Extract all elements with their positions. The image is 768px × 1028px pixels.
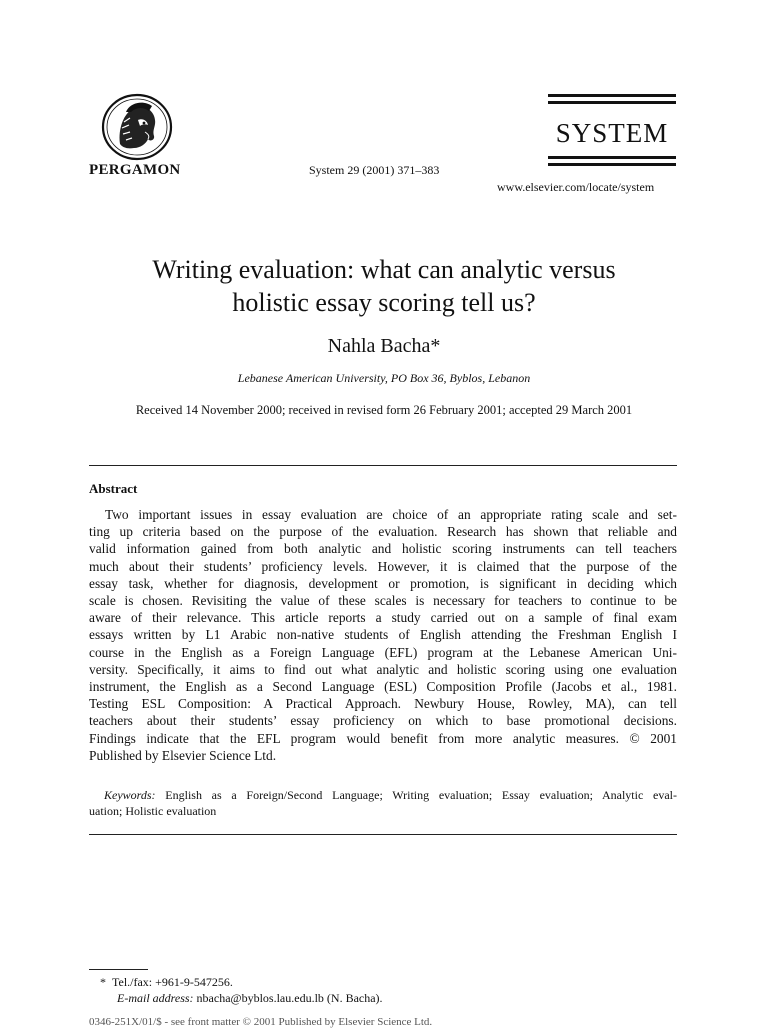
abstract-line: versity. Specifically, it aims to find out what analytic and holistic scoring using one evaluation: [89, 661, 677, 677]
footnote-email-label: E-mail address:: [117, 991, 194, 1005]
abstract-line: Findings indicate that the EFL program would benefit from more analytic measures. © 2001: [89, 730, 677, 746]
abstract-line: Two important issues in essay evaluation are choice of an appropriate rating scale and set-: [105, 507, 677, 522]
footnote-phone: [100, 975, 233, 990]
keywords-text: English as a Foreign/Second Language; Writing evaluation; Essay evaluation; Analytic eval-: [155, 788, 677, 802]
abstract-line: aware of their relevance. This article reports a study carried out on a sample of final exam: [89, 610, 677, 626]
journal-name: SYSTEM: [555, 118, 669, 148]
title-line: Writing evaluation: what can analytic versus: [152, 255, 616, 284]
author-name: Nahla Bacha*: [327, 335, 441, 357]
abstract-line: valid information gained from both analytic and holistic scoring instruments can tell teachers: [89, 541, 677, 557]
author-affiliation: Lebanese American University, PO Box 36, Byblos, Lebanon: [237, 371, 531, 385]
publisher-name: PERGAMON: [89, 162, 181, 178]
publisher-logo-icon: [100, 92, 174, 162]
masthead-rule-top-2: [548, 101, 676, 104]
footnote-phone-text: Tel./fax: +961-9-547256.: [112, 975, 233, 989]
abstract-line: Published by Elsevier Science Ltd.: [89, 747, 277, 763]
abstract-line: Testing ESL Composition: A Practical Approach. Newbury House, Rowley, MA), can tell: [89, 696, 677, 712]
keywords-label: Keywords:: [104, 788, 156, 802]
abstract-text: [89, 506, 677, 764]
front-matter-line: 0346-251X/01/$ - see front matter © 2001 Published by Elsevier Science Ltd.: [89, 1016, 433, 1028]
abstract-line: teachers about their students’ essay proficiency on which to base promotional decisions.: [89, 713, 677, 729]
abstract-heading: Abstract: [89, 481, 138, 496]
abstract-line: course in the English as a Foreign Language (EFL) program at the Lebanese American Uni-: [89, 644, 677, 660]
abstract-line: instrument, the English as a Second Language (ESL) Composition Profile (Jacobs et al., 1981.: [89, 679, 677, 695]
abstract-line: essays written by L1 Arabic non-native students of English attending the Freshman English I: [89, 627, 677, 643]
keywords-line: uation; Holistic evaluation: [89, 804, 217, 818]
masthead-rule-bottom-2: [548, 163, 676, 166]
abstract-line: essay task, whether for diagnosis, development or promotion, is significant in deciding which: [89, 575, 677, 591]
abstract-line: scale is chosen. Revisiting the value of these scales is necessary for teachers to continue to be: [89, 593, 677, 609]
abstract-line: much about their students’ proficiency levels. However, it is claimed that the purpose of the: [89, 558, 677, 574]
journal-citation: System 29 (2001) 371–383: [309, 163, 440, 177]
keywords-line: [89, 787, 677, 803]
article-title: [64, 253, 704, 319]
footnote-email: [117, 991, 383, 1006]
footnote-rule: [89, 969, 148, 970]
abstract-rule-top: [89, 465, 677, 466]
abstract-line: ting up criteria based on the purpose of the evaluation. Research has shown that reliable and: [89, 524, 677, 540]
title-line: holistic essay scoring tell us?: [232, 288, 536, 317]
keywords: [89, 787, 677, 819]
footnote-email-value[interactable]: nbacha@byblos.lau.edu.lb (N. Bacha).: [193, 991, 383, 1005]
masthead-rule-bottom-1: [548, 156, 676, 159]
journal-url[interactable]: www.elsevier.com/locate/system: [497, 180, 655, 194]
masthead-rule-top-1: [548, 94, 676, 97]
abstract-rule-bottom: [89, 834, 677, 835]
article-history: Received 14 November 2000; received in revised form 26 February 2001; accepted 29 March 2001: [135, 403, 633, 417]
footnote-marker: *: [100, 975, 106, 989]
